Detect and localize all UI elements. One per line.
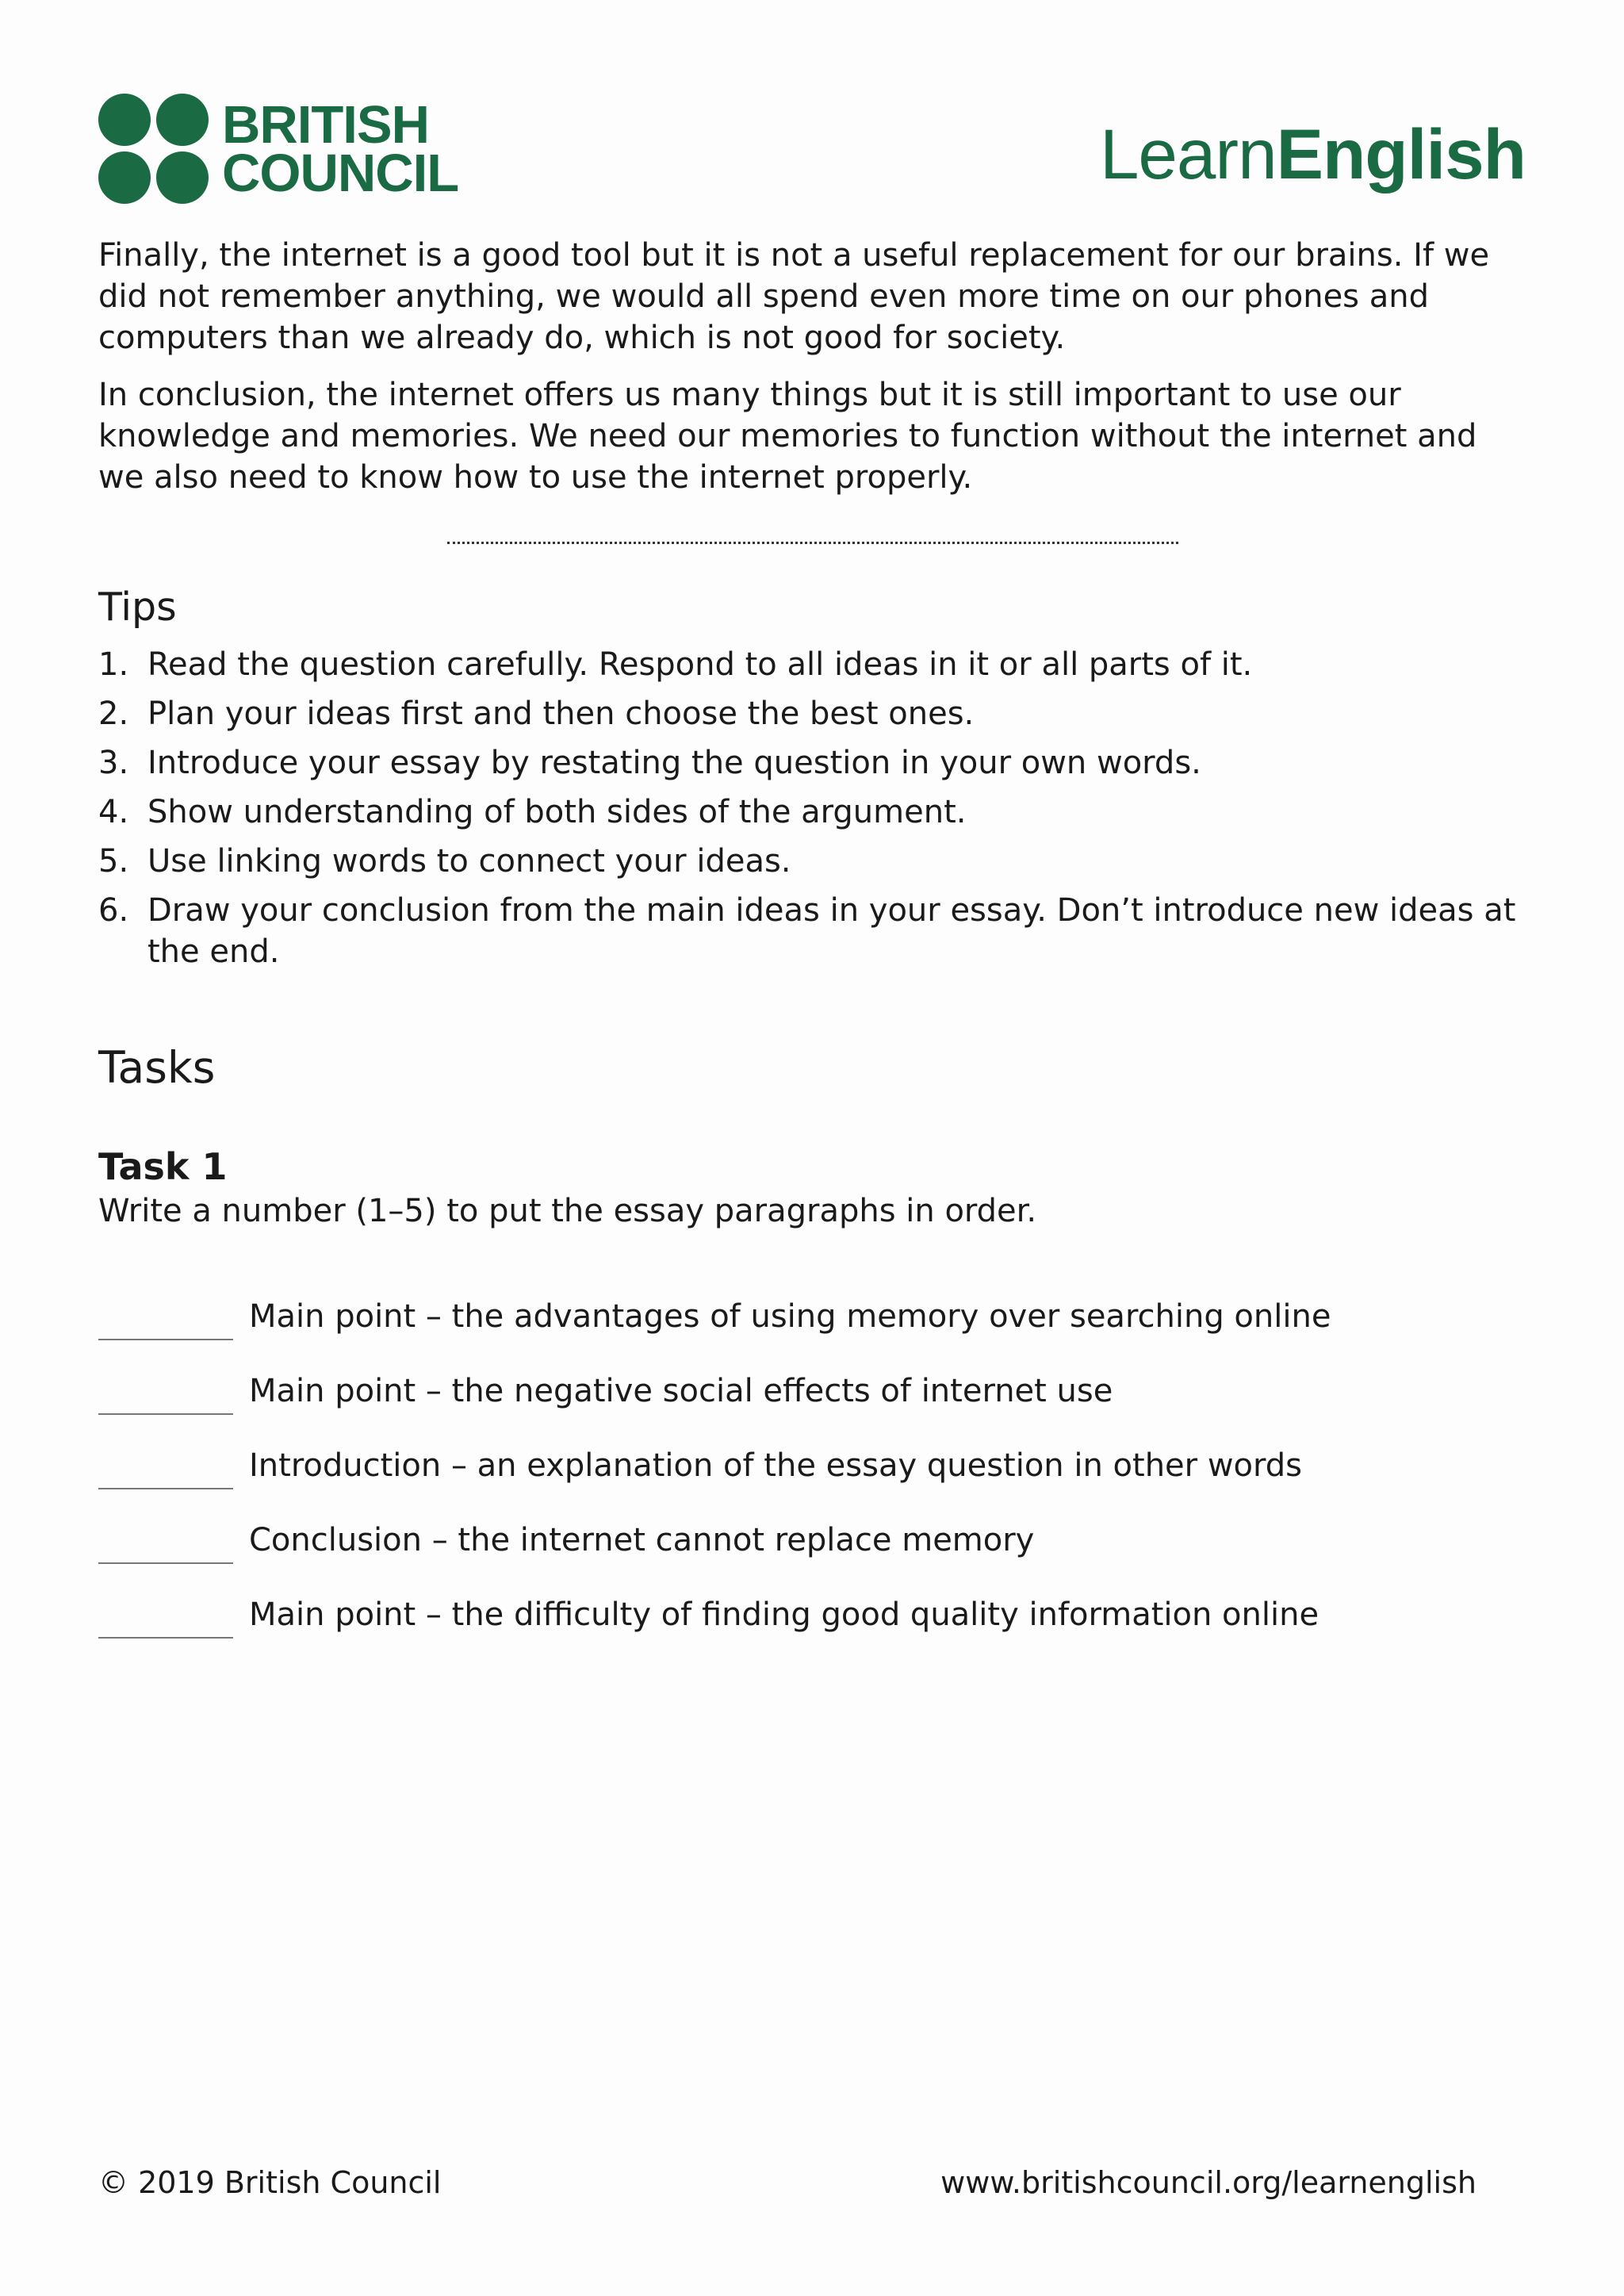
answer-blank[interactable] xyxy=(98,1637,233,1639)
task-item: Introduction – an explanation of the essay question in other words xyxy=(98,1445,1302,1486)
page-header xyxy=(98,94,1526,205)
task-item: Main point – the difficulty of finding good quality information online xyxy=(98,1594,1319,1635)
tip-item: 3. Introduce your essay by restating the question in your own words. xyxy=(98,745,1201,781)
answer-blank[interactable] xyxy=(98,1562,233,1564)
answer-blank[interactable] xyxy=(98,1488,233,1489)
footer-url[interactable]: www.britishcouncil.org/learnenglish xyxy=(940,2165,1477,2200)
task-item: Main point – the negative social effects of internet use xyxy=(98,1370,1113,1412)
essay-paragraph-conclusion: In conclusion, the internet offers us many things but it is still important to use our knowledge and memories. We need our memories to function without the internet and we also need to know how to use the internet properly. xyxy=(98,377,1477,496)
tip-item: 4. Show understanding of both sides of the argument. xyxy=(98,794,967,830)
tips-list xyxy=(98,644,1526,980)
task-item: Conclusion – the internet cannot replace memory xyxy=(98,1520,1034,1561)
tip-item: 6. Draw your conclusion from the main ideas in your essay. Don’t introduce new ideas at the end. xyxy=(98,892,1516,970)
tasks-heading: Tasks xyxy=(98,1042,216,1093)
tips-heading: Tips xyxy=(98,585,177,630)
dotted-separator xyxy=(447,542,1178,544)
task1-title: Task 1 xyxy=(98,1145,228,1188)
answer-blank[interactable] xyxy=(98,1413,233,1415)
british-council-wordmark: BRITISH COUNCIL xyxy=(222,94,459,203)
task-item: Main point – the advantages of using memory over searching online xyxy=(98,1296,1331,1337)
british-council-logo xyxy=(98,94,458,204)
british-council-dots-icon xyxy=(98,94,209,204)
tip-item: 2. Plan your ideas first and then choose the best ones. xyxy=(98,696,975,732)
tip-item: 1. Read the question carefully. Respond to all ideas in it or all parts of it. xyxy=(98,646,1253,683)
learnenglish-logo: LearnEnglish xyxy=(1099,114,1526,194)
essay-paragraph-finally: Finally, the internet is a good tool but it is not a useful replacement for our brains. If we did not remember anything, we would all spend even more time on our phones and computers than we already do, which is not good for society. xyxy=(98,237,1490,356)
answer-blank[interactable] xyxy=(98,1339,233,1340)
footer-copyright: © 2019 British Council xyxy=(98,2165,442,2200)
task1-instruction: Write a number (1–5) to put the essay paragraphs in order. xyxy=(98,1193,1037,1229)
tip-item: 5. Use linking words to connect your ideas. xyxy=(98,843,791,880)
